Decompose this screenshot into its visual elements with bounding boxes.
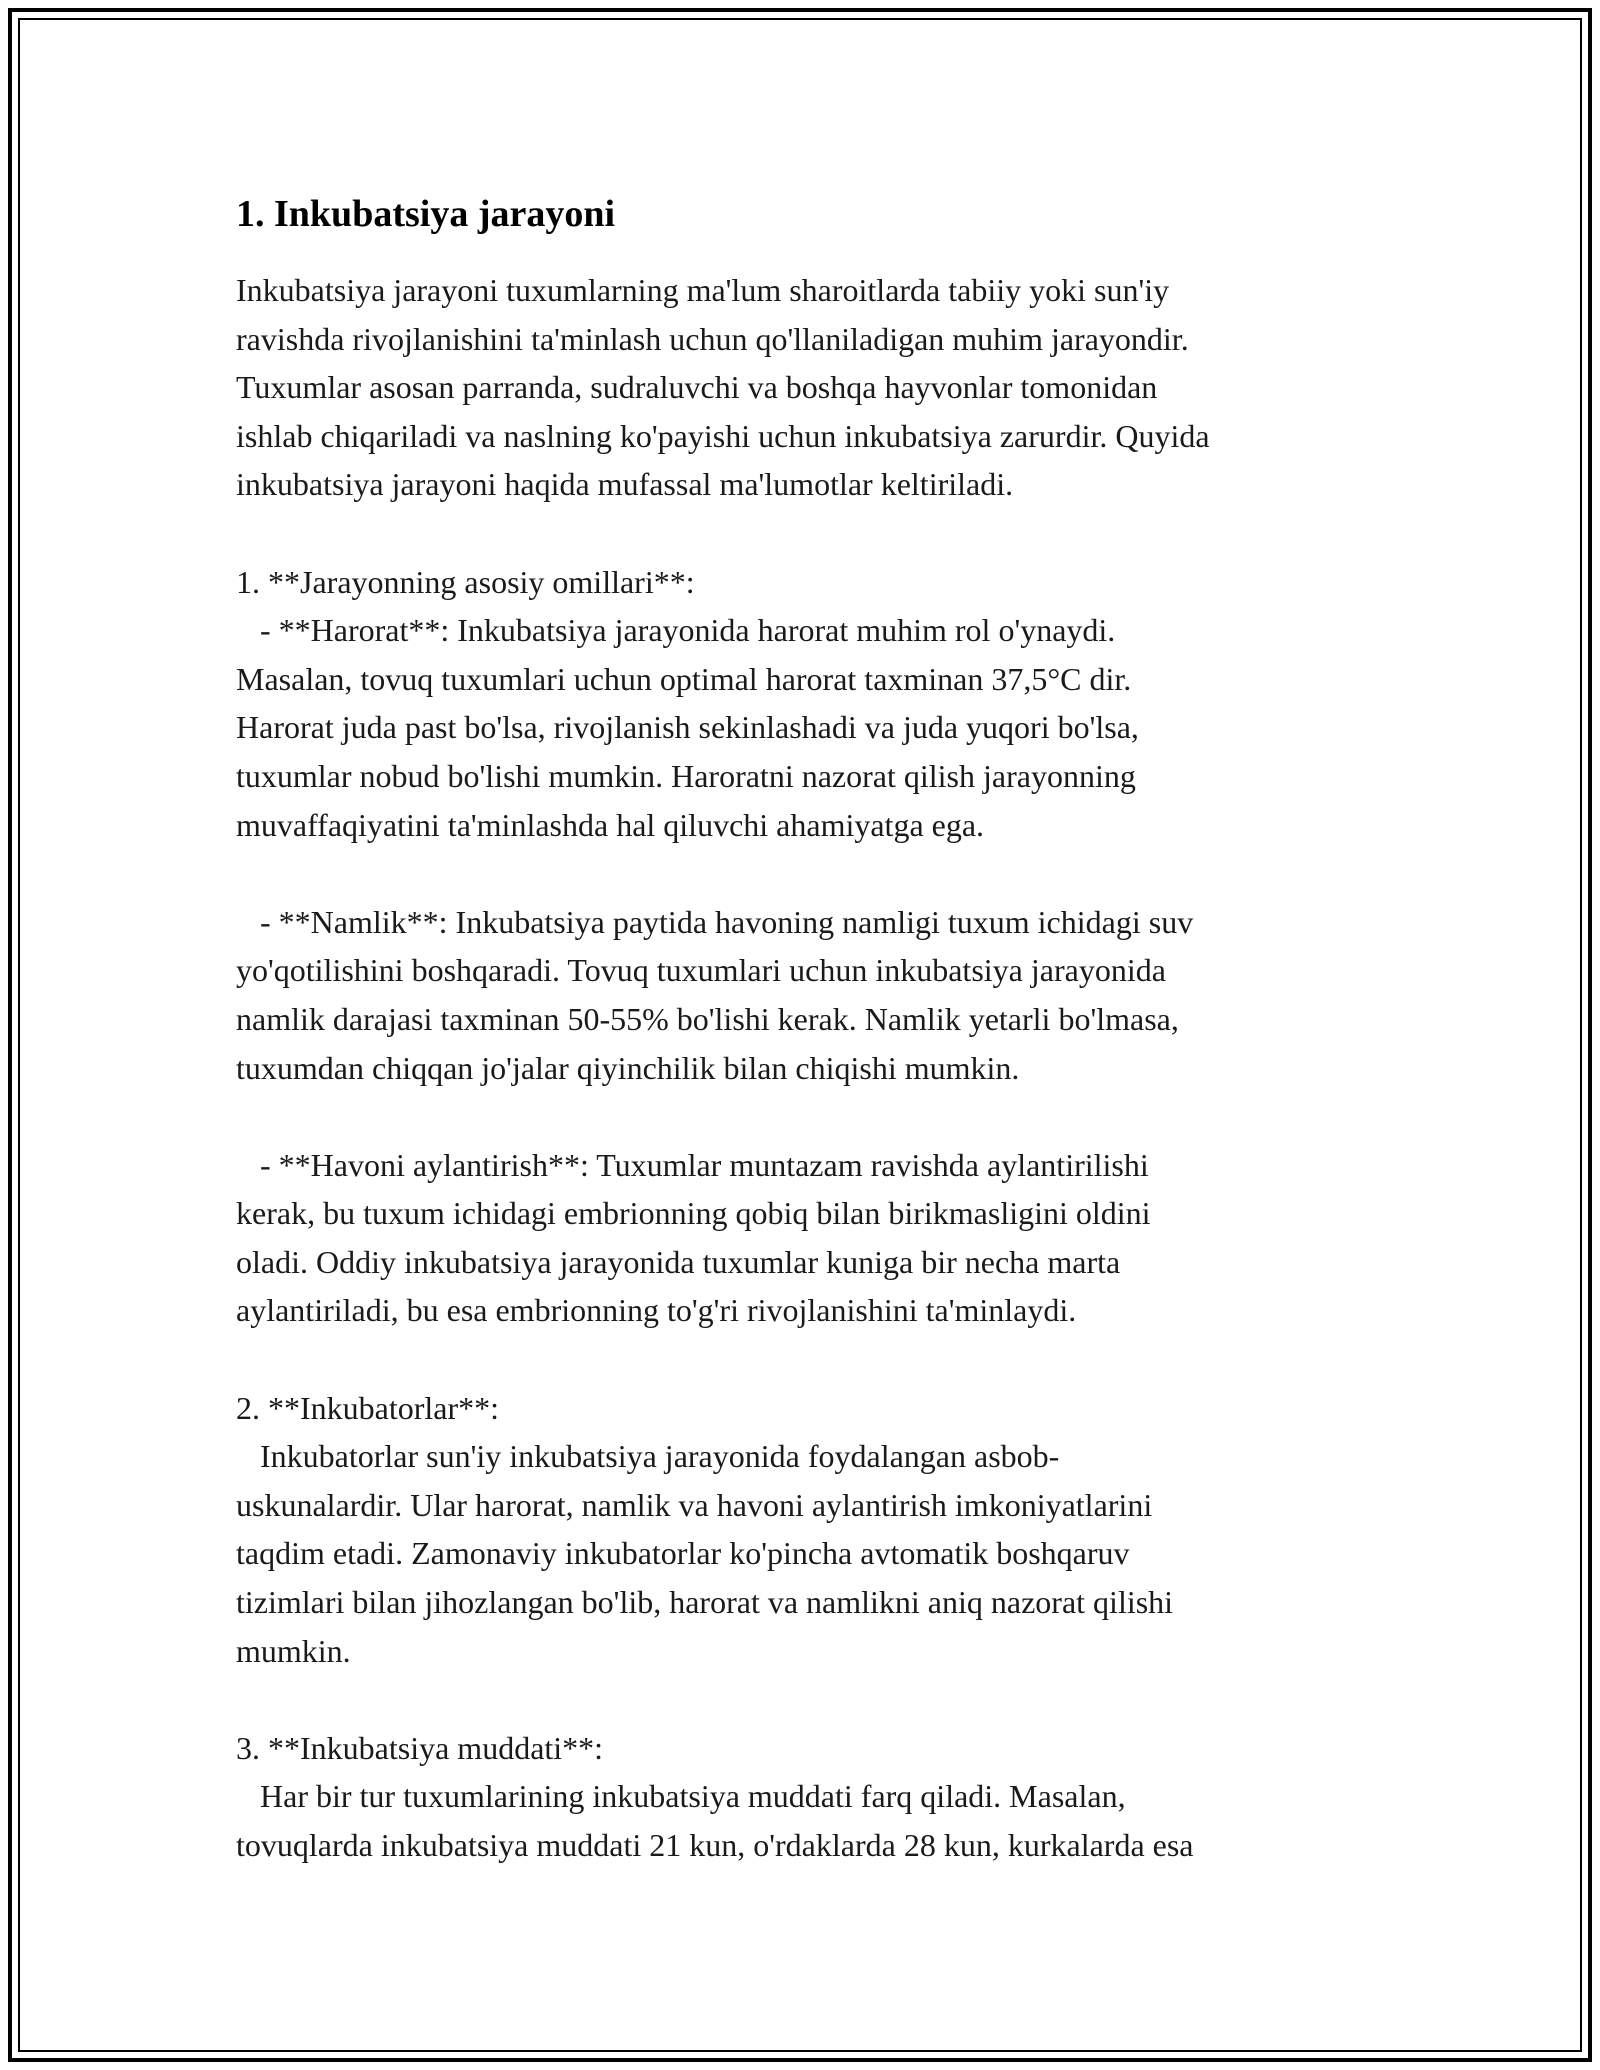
section-body-text: Inkubatsiya jarayoni tuxumlarning ma'lum sharoitlarda tabiiy yoki sun'iy ravishda rivojlanishini ta'minlash uchun qo'llaniladigan muhim jarayondir. Tuxumlar asosan parranda, sudraluvchi va boshqa hayvonlar tomonidan ishlab chiqariladi va naslning ko'payishi uchun inkubatsiya zarurdir. Quyida inkubatsiya jarayoni haqida mufassal ma'lumotlar keltiriladi. 1. **Jarayonning asosiy omillari**: - **Harorat**: Inkubatsiya jarayonida harorat muhim rol o'ynaydi. Masalan, tovuq tuxumlari uchun optimal harorat taxminan 37,5°C dir. Harorat juda past bo'lsa, rivojlanish sekinlashadi va juda yuqori bo'lsa, tuxumlar nobud bo'lishi mumkin. Haroratni nazorat qilish jarayonning muvaffaqiyatini ta'minlashda hal qiluvchi ahamiyatga ega. - **Namlik**: Inkubatsiya paytida havoning namligi tuxum ichidagi suv yo'qotilishini boshqaradi. Tovuq tuxumlari uchun inkubatsiya jarayonida namlik darajasi taxminan 50-55% bo'lishi kerak. Namlik yetarli bo'lmasa, tuxumdan chiqqan jo'jalar qiyinchilik bilan chiqishi mumkin. - **Havoni aylantirish**: Tuxumlar muntazam ravishda aylantirilishi kerak, bu tuxum ichidagi embrionning qobiq bilan birikmasligini oldini oladi. Oddiy inkubatsiya jarayonida tuxumlar kuniga bir necha marta aylantiriladi, bu esa embrionning to'g'ri rivojlanishini ta'minlaydi. 2. **Inkubatorlar**: Inkubatorlar sun'iy inkubatsiya jarayonida foydalangan asbob- uskunalardir. Ular harorat, namlik va havoni aylantirish imkoniyatlarini taqdim etadi. Zamonaviy inkubatorlar ko'pincha avtomatik boshqaruv tizimlari bilan jihozlangan bo'lib, harorat va namlikni aniq nazorat qilishi mumkin. 3. **Inkubatsiya muddati**: Har bir tur tuxumlarining inkubatsiya muddati farq qiladi. Masalan, tovuqlarda inkubatsiya muddati 21 kun, o'rdaklarda 28 kun, kurkalarda esa bbox=[236, 272, 1210, 1863]
section-heading: 1. Inkubatsiya jarayoni bbox=[236, 193, 616, 235]
document-page bbox=[236, 188, 1376, 1870]
